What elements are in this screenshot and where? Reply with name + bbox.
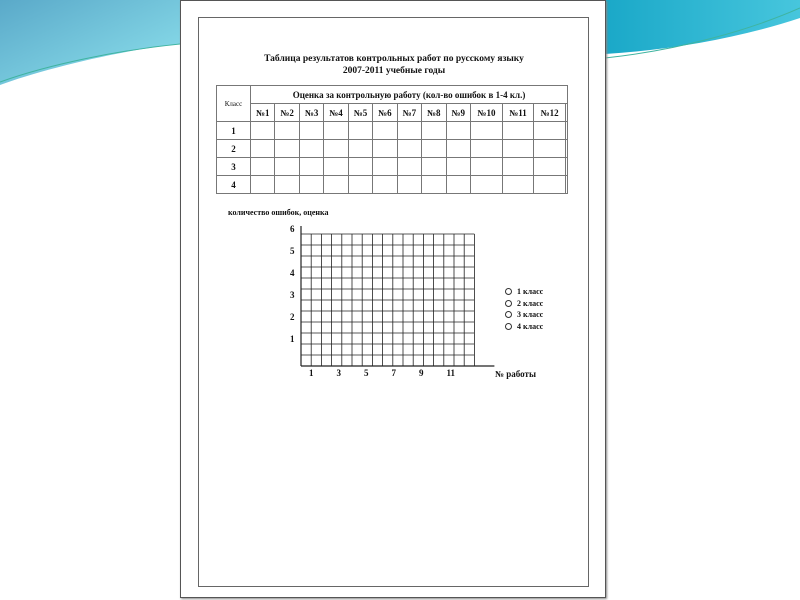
column-header: №4 <box>324 104 348 122</box>
x-tick-label: 1 <box>309 368 314 378</box>
empty-cell <box>502 158 533 176</box>
empty-cell <box>502 176 533 194</box>
legend-item <box>505 298 543 310</box>
empty-cell <box>397 140 421 158</box>
empty-cell <box>422 176 446 194</box>
column-header: №3 <box>299 104 323 122</box>
empty-cell <box>470 158 502 176</box>
empty-cell <box>299 122 323 140</box>
table-row <box>217 122 568 140</box>
empty-cell <box>299 140 323 158</box>
empty-cell <box>566 140 568 158</box>
x-axis-label: № работы <box>495 369 537 379</box>
empty-cell <box>251 140 275 158</box>
column-header: №10 <box>470 104 502 122</box>
empty-cell <box>534 176 566 194</box>
empty-cell <box>397 158 421 176</box>
empty-cell <box>275 140 299 158</box>
empty-cell <box>422 140 446 158</box>
column-header: №5 <box>348 104 372 122</box>
circle-marker-icon <box>505 300 512 307</box>
column-header <box>566 104 568 122</box>
empty-grid-chart <box>181 221 501 381</box>
empty-cell <box>275 122 299 140</box>
empty-cell <box>299 158 323 176</box>
column-header: №7 <box>397 104 421 122</box>
empty-cell <box>534 158 566 176</box>
column-header: №11 <box>502 104 533 122</box>
empty-cell <box>251 158 275 176</box>
empty-cell <box>373 176 397 194</box>
empty-cell <box>275 176 299 194</box>
empty-cell <box>324 158 348 176</box>
empty-cell <box>502 140 533 158</box>
empty-cell <box>324 176 348 194</box>
circle-marker-icon <box>505 311 512 318</box>
empty-cell <box>446 122 470 140</box>
empty-cell <box>534 122 566 140</box>
empty-cell <box>566 158 568 176</box>
legend-label: 2 класс <box>517 298 544 308</box>
empty-cell <box>502 122 533 140</box>
empty-cell <box>324 122 348 140</box>
x-tick-label: 3 <box>336 368 341 378</box>
empty-cell <box>470 176 502 194</box>
empty-cell <box>275 158 299 176</box>
table-row <box>217 176 568 194</box>
empty-cell <box>251 122 275 140</box>
column-header: №12 <box>534 104 566 122</box>
legend-item <box>505 321 543 333</box>
empty-cell <box>251 176 275 194</box>
empty-cell <box>299 176 323 194</box>
empty-cell <box>566 122 568 140</box>
empty-cell <box>422 122 446 140</box>
legend-item <box>505 309 543 321</box>
class-header: Класс <box>217 86 251 122</box>
empty-cell <box>348 176 372 194</box>
grade-header: Оценка за контрольную работу (кол-во ошибок в 1-4 кл.) <box>251 86 568 104</box>
empty-cell <box>446 176 470 194</box>
empty-cell <box>470 140 502 158</box>
x-tick-label: 5 <box>364 368 369 378</box>
empty-cell <box>446 140 470 158</box>
empty-cell <box>373 158 397 176</box>
legend-label: 1 класс <box>517 287 544 296</box>
y-axis-label: количество ошибок, оценка <box>228 208 329 217</box>
empty-cell <box>348 158 372 176</box>
document-subtitle: 2007-2011 учебные годы <box>342 66 446 76</box>
empty-cell <box>324 140 348 158</box>
x-tick-label: 9 <box>419 368 424 378</box>
x-tick-label: 11 <box>446 368 456 378</box>
column-header: №9 <box>446 104 470 122</box>
empty-cell <box>397 176 421 194</box>
results-table <box>216 85 568 194</box>
empty-cell <box>446 158 470 176</box>
legend-label: 3 класс <box>517 310 544 319</box>
document-title: Таблица результатов контрольных работ по русскому языку <box>264 54 524 64</box>
y-tick-label: 2 <box>290 312 295 322</box>
empty-cell <box>470 122 502 140</box>
empty-cell <box>534 140 566 158</box>
row-label: 1 <box>217 122 251 140</box>
empty-cell <box>373 122 397 140</box>
column-header: №6 <box>373 104 397 122</box>
empty-cell <box>348 122 372 140</box>
y-tick-label: 3 <box>290 290 295 300</box>
y-tick-label: 1 <box>290 334 295 344</box>
column-header: №8 <box>422 104 446 122</box>
row-label: 2 <box>217 140 251 158</box>
legend-item <box>505 286 543 298</box>
row-label: 4 <box>217 176 251 194</box>
circle-marker-icon <box>505 288 512 295</box>
y-tick-label: 5 <box>290 246 295 256</box>
chart-legend <box>505 286 543 332</box>
column-header: №1 <box>251 104 275 122</box>
empty-cell <box>348 140 372 158</box>
empty-cell <box>566 176 568 194</box>
column-header: №2 <box>275 104 299 122</box>
table-row <box>217 158 568 176</box>
y-tick-label: 6 <box>290 224 295 234</box>
legend-label: 4 класс <box>517 321 544 331</box>
row-label: 3 <box>217 158 251 176</box>
table-row <box>217 140 568 158</box>
circle-marker-icon <box>505 323 512 330</box>
document-page <box>180 0 606 598</box>
y-tick-label: 4 <box>290 268 295 278</box>
empty-cell <box>397 122 421 140</box>
x-tick-label: 7 <box>391 368 396 378</box>
empty-cell <box>373 140 397 158</box>
empty-cell <box>422 158 446 176</box>
